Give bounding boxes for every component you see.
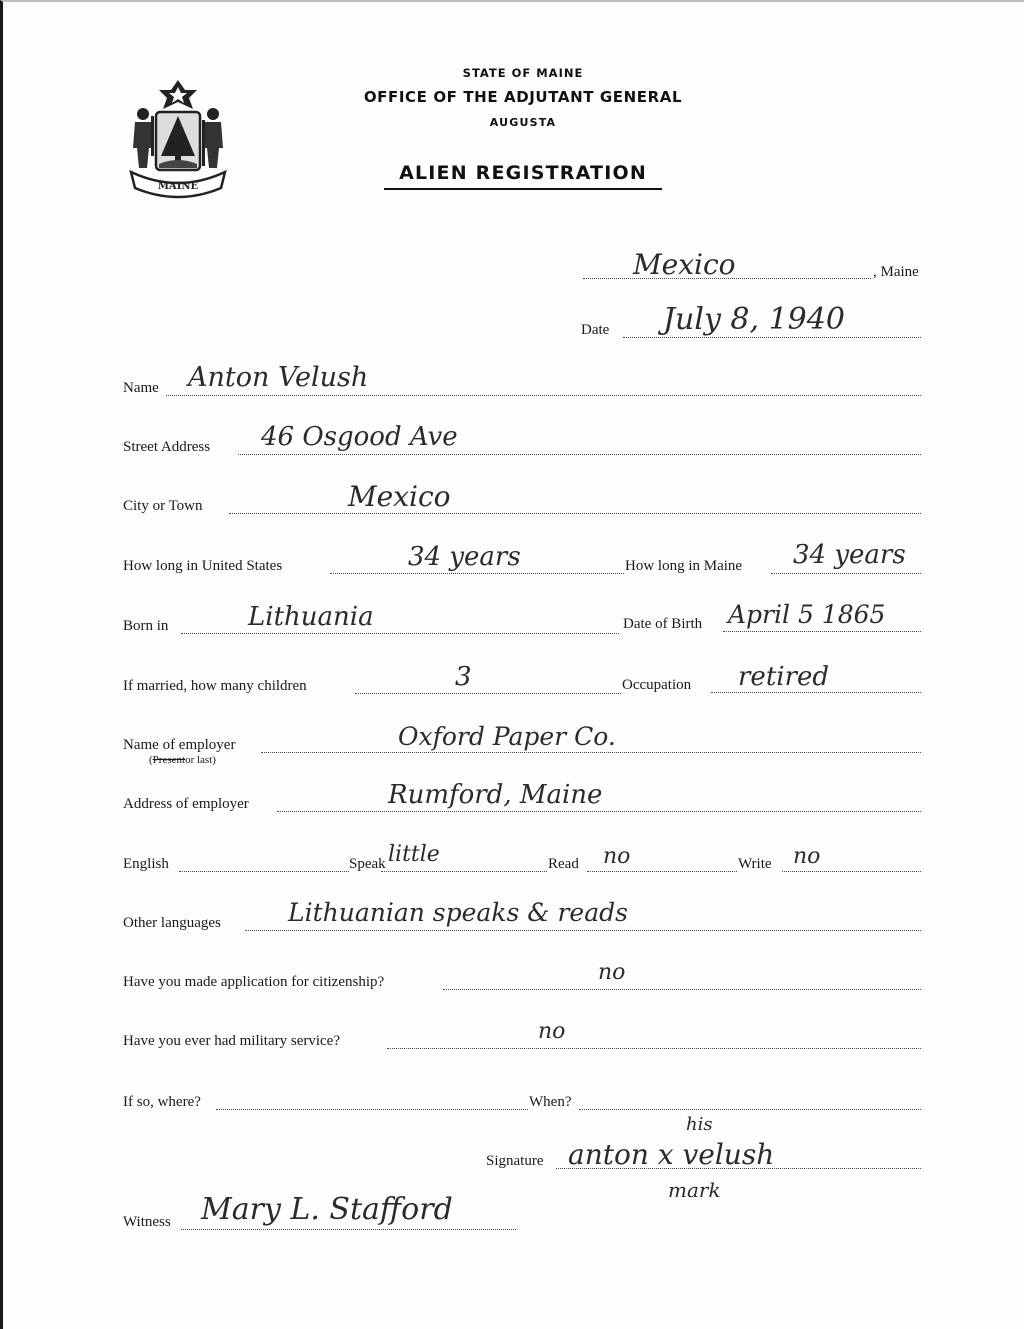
city-or-town-label: City or Town	[123, 498, 203, 514]
witness-dotted-line	[181, 1229, 516, 1230]
when-label: When?	[529, 1094, 572, 1110]
children-value: 3	[455, 662, 472, 692]
born-in-label: Born in	[123, 618, 169, 634]
read-label: Read	[548, 856, 579, 872]
english-label: English	[123, 856, 169, 872]
english-dotted-line	[179, 871, 349, 872]
how-long-maine-dotted-line	[771, 573, 921, 574]
born-in-value: Lithuania	[248, 602, 374, 632]
write-dotted-line	[782, 871, 921, 872]
city-heading: AUGUSTA	[489, 116, 557, 129]
read-value: no	[603, 844, 631, 869]
state-heading: STATE OF MAINE	[462, 66, 584, 80]
occupation-value: retired	[738, 662, 830, 692]
if-so-where-label: If so, where?	[123, 1094, 201, 1110]
date-of-birth-value: April 5 1865	[728, 600, 886, 629]
date-label: Date	[581, 322, 610, 338]
street-address-label: Street Address	[123, 439, 211, 455]
write-label: Write	[738, 856, 772, 872]
town-suffix: , Maine	[873, 264, 919, 280]
street-address-value: 46 Osgood Ave	[261, 422, 458, 452]
occupation-label: Occupation	[622, 677, 692, 693]
date-of-birth-dotted-line	[723, 631, 921, 632]
born-in-dotted-line	[181, 633, 619, 634]
employer-name-dotted-line	[261, 752, 921, 753]
city-or-town-value: Mexico	[348, 480, 451, 513]
form-title: ALIEN REGISTRATION	[399, 162, 647, 184]
other-languages-value: Lithuanian speaks & reads	[288, 898, 628, 927]
how-long-maine-value: 34 years	[793, 540, 906, 570]
other-languages-dotted-line	[245, 930, 921, 931]
citizenship-dotted-line	[443, 989, 921, 990]
write-value: no	[793, 844, 821, 869]
name-value: Anton Velush	[188, 362, 369, 393]
seal-banner-text: MAINE	[157, 181, 199, 192]
witness-value: Mary L. Stafford	[201, 1192, 453, 1227]
employer-name-label: Name of employer	[123, 737, 236, 753]
date-dotted-line	[623, 337, 921, 338]
citizenship-value: no	[598, 960, 626, 985]
how-long-us-value: 34 years	[408, 542, 521, 572]
other-languages-label: Other languages	[123, 915, 221, 931]
office-heading: OFFICE OF THE ADJUTANT GENERAL	[363, 88, 683, 106]
street-address-dotted-line	[238, 454, 921, 455]
date-of-birth-label: Date of Birth	[623, 616, 703, 632]
employer-address-value: Rumford, Maine	[388, 780, 603, 810]
speak-value: little	[388, 842, 440, 867]
signature-label: Signature	[486, 1153, 544, 1169]
witness-label: Witness	[123, 1214, 171, 1230]
name-label: Name	[123, 380, 159, 396]
employer-address-dotted-line	[277, 811, 921, 812]
employer-name-struck-word: Present	[152, 754, 186, 766]
signature-his: his	[686, 1114, 713, 1135]
signature-mark: mark	[668, 1178, 721, 1202]
read-dotted-line	[587, 871, 737, 872]
children-dotted-line	[355, 693, 621, 694]
date-value: July 8, 1940	[663, 302, 845, 337]
employer-name-sublabel: (Presentor last)	[149, 754, 216, 766]
military-dotted-line	[387, 1048, 921, 1049]
how-long-maine-label: How long in Maine	[625, 558, 743, 574]
occupation-dotted-line	[711, 692, 921, 693]
children-label: If married, how many children	[123, 678, 307, 694]
city-or-town-dotted-line	[229, 513, 921, 514]
employer-address-label: Address of employer	[123, 796, 249, 812]
how-long-us-label: How long in United States	[123, 558, 283, 574]
if-so-where-dotted-line	[216, 1109, 528, 1110]
speak-dotted-line	[381, 871, 547, 872]
military-label: Have you ever had military service?	[123, 1033, 340, 1049]
how-long-us-dotted-line	[330, 573, 624, 574]
military-value: no	[538, 1019, 566, 1044]
title-underline	[384, 188, 662, 190]
signature-value: anton x velush	[568, 1138, 775, 1171]
name-dotted-line	[166, 395, 921, 396]
employer-name-value: Oxford Paper Co.	[398, 722, 616, 751]
citizenship-label: Have you made application for citizenship?	[123, 974, 385, 990]
town-value: Mexico	[633, 248, 736, 281]
speak-label: Speak	[349, 856, 386, 872]
when-dotted-line	[579, 1109, 921, 1110]
